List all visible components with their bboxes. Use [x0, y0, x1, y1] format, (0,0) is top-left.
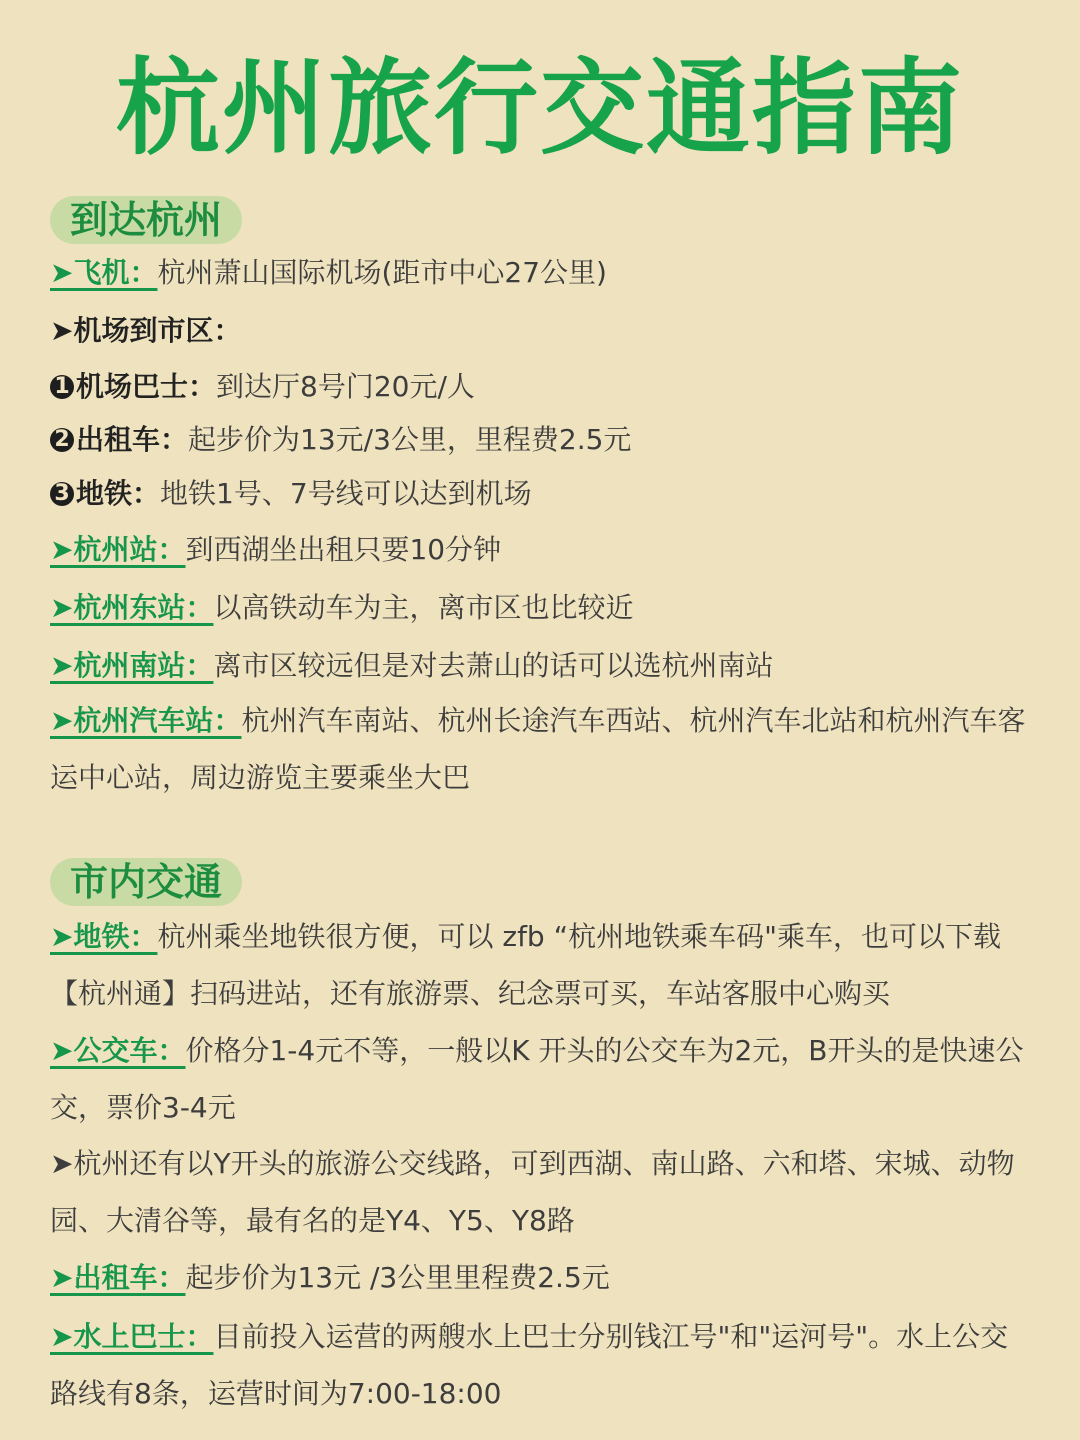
city-metro-label: ➤地铁： [50, 920, 158, 953]
hangzhou-south-label: ➤杭州南站： [50, 649, 214, 682]
city-bus-label: ➤公交车： [50, 1034, 186, 1067]
section-tag-arrival: 到达杭州 [50, 196, 242, 244]
airport-bus-text: 到达厅8号门20元/人 [216, 370, 475, 403]
hangzhou-east-label: ➤杭州东站： [50, 591, 214, 624]
hangzhou-station-label: ➤杭州站： [50, 533, 186, 566]
city-taxi-label: ➤出租车： [50, 1261, 186, 1294]
airport-taxi-line [50, 420, 1030, 460]
airport-metro-line [50, 474, 1030, 514]
city-water-bus-line [50, 1308, 1030, 1422]
city-tour-bus-line [50, 1135, 1030, 1249]
plane-text: 杭州萧山国际机场(距市中心27公里) [157, 256, 607, 289]
city-bus-line [50, 1022, 1030, 1136]
hangzhou-station-line [50, 530, 1030, 570]
airport-bus-line [50, 367, 1030, 407]
city-bus-text: 价格分1-4元不等，一般以K 开头的公交车为2元，B开头的是快速公交，票价3-4元 [50, 1034, 1024, 1124]
airport-taxi-text: 起步价为13元/3公里，里程费2.5元 [188, 423, 632, 456]
hangzhou-station-text: 到西湖坐出租只要10分钟 [185, 533, 502, 566]
number-badge-3: 3 [50, 482, 74, 506]
number-badge-1: 1 [50, 375, 74, 399]
city-taxi-text: 起步价为13元 /3公里里程费2.5元 [185, 1261, 610, 1294]
hangzhou-south-text: 离市区较远但是对去萧山的话可以选杭州南站 [213, 649, 774, 682]
number-badge-2: 2 [50, 428, 74, 452]
hangzhou-east-text: 以高铁动车为主，离市区也比较近 [213, 591, 634, 624]
arrival-plane-line [50, 253, 1030, 293]
airport-taxi-label: 出租车： [76, 423, 189, 456]
airport-bus-label: 机场巴士： [76, 370, 217, 403]
city-water-bus-text: 目前投入运营的两艘水上巴士分别钱江号"和"运河号"。水上公交路线有8条，运营时间为7:00-18:00 [50, 1320, 1009, 1410]
airport-metro-label: 地铁： [76, 477, 161, 510]
hangzhou-east-line [50, 588, 1030, 628]
hangzhou-south-line [50, 646, 1030, 686]
plane-label: ➤飞机： [50, 256, 158, 289]
airport-to-city-label: ➤机场到市区： [50, 314, 242, 347]
city-water-bus-label: ➤水上巴士： [50, 1320, 214, 1353]
city-metro-line [50, 908, 1030, 1022]
hangzhou-bus-station-label: ➤杭州汽车站： [50, 704, 242, 737]
city-metro-text: 杭州乘坐地铁很方便，可以 zfb “杭州地铁乘车码"乘车，也可以下载【杭州通】扫码进站，还有旅游票、纪念票可买，车站客服中心购买 [50, 920, 1001, 1010]
airport-to-city-line [50, 311, 1030, 351]
hangzhou-bus-station-text: 杭州汽车南站、杭州长途汽车西站、杭州汽车北站和杭州汽车客运中心站，周边游览主要乘坐大巴 [50, 704, 1026, 794]
airport-metro-text: 地铁1号、7号线可以达到机场 [160, 477, 532, 510]
city-taxi-line [50, 1258, 1030, 1298]
hangzhou-bus-station-line [50, 692, 1030, 806]
city-tour-bus-text: ➤杭州还有以Y开头的旅游公交线路，可到西湖、南山路、六和塔、宋城、动物园、大清谷等，最有名的是Y4、Y5、Y8路 [50, 1147, 1015, 1237]
section-tag-city: 市内交通 [50, 858, 242, 906]
page-title: 杭州旅行交通指南 [115, 47, 964, 169]
